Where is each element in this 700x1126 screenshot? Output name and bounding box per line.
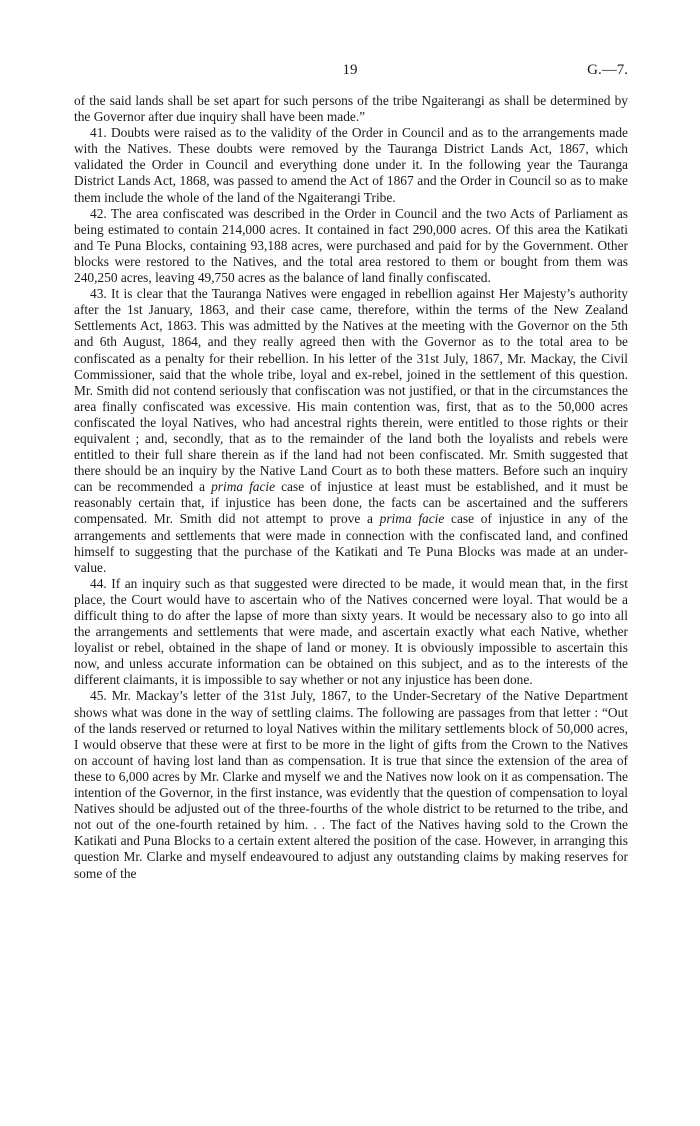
text-run: 44. If an inquiry such as that suggested were directed to be made, it would mean that, in the first place, the Court would have to ascertain who of the Natives concerned were loyal. That would be a difficult thing to do after the lapse of more than sixty years. It would be necessary also to go into all the arrangements and settlements that were made, and ascertain exactly what each Native, whether loyalist or rebel, obtained in the shape of land or money. It is obviously impossible to ascertain this now, and unless accurate information can be obtained on this subject, and as to the interests of the different claimants, it is impossible to say whether or not any injustice has been done. — [74, 575, 628, 688]
page-header — [74, 62, 626, 82]
paragraph — [74, 125, 628, 205]
text-run: 42. The area confiscated was described in the Order in Council and the two Acts of Parliament as being estimated to contain 214,000 acres. It contained in fact 290,000 acres. Of this area the Katikati and Te Puna Blocks, containing 93,188 acres, were purchased and paid for by the Government. Other blocks were restored to the Natives, and the total area restored to them or bought from them was 240,250 acres, leaving 49,750 acres as the balance of land finally confiscated. — [74, 205, 628, 286]
text-run: case of injustice at least must be established, and it must be reasonably certain that, if injustice has been done, the facts can be ascertained and the sufferers compensated. Mr. Smith did not attempt to prove a — [74, 479, 628, 527]
text-run: 43. It is clear that the Tauranga Natives were engaged in rebellion against Her Majesty’s authority after the 1st January, 1863, and their case came, therefore, within the terms of the New Zealand Settlements Act, 1863. This was admitted by the Natives at the meeting with the Governor on the 5th and 6th August, 1864, and they really agreed then with the Governor as to the total area to be confiscated as a penalty for their rebellion. In his letter of the 31st July, 1867, Mr. Mackay, the Civil Commissioner, said that the whole tribe, loyal and ex-rebel, joined in the settlement of this question. Mr. Smith did not contend seriously that confiscation was not justified, or that in the circumstances the area finally confiscated was excessive. His main contention was, first, that as to the 50,000 acres confiscated the loyal Natives, who had ancestral rights therein, were entitled to those rights or their equivalent ; and, secondly, that as to the remainder of the land both the loyalists and rebels were entitled to their full share therein as if the land had not been confiscated. Mr. Smith suggested that there should be an inquiry by the Native Land Court as to both these matters. Before such an inquiry can be recommended a — [74, 286, 628, 495]
body-text — [74, 93, 628, 882]
paragraph — [74, 688, 628, 881]
italic-phrase: prima facie — [379, 511, 445, 527]
text-run: 45. Mr. Mackay’s letter of the 31st July, 1867, to the Under-Secretary of the Native Department shows what was done in the way of settling claims. The following are passages from that letter : “Out of the lands reserved or returned to loyal Natives within the military settlements block of 50,000 acres, I would observe that these were at first to be more in the light of gifts from the Crown to the Natives on account of having lost land than as compensation. It is true that since the extension of the area of these to 6,000 acres by Mr. Clarke and myself we and the Natives now look on it as compensation. The intention of the Governor, in the first instance, was evidently that the question of compensation to loyal Natives should be adjusted out of the three-fourths of the whole district to be returned to the tribe, and not out of the one-fourth retained by him. . . The fact of the Natives having sold to the Crown the Katikati and Puna Blocks to a certain extent altered the position of the case. However, in arranging this question Mr. Clarke and myself endeavoured to adjust any outstanding claims by making reserves for some of the — [74, 688, 628, 881]
page-number: 19 — [342, 62, 358, 78]
text-run: 41. Doubts were raised as to the validity of the Order in Council and as to the arrangements made with the Natives. These doubts were removed by the Tauranga District Lands Act, 1867, which validated the Order in Council and everything done under it. In the following year the Tauranga District Lands Act, 1868, was passed to amend the Act of 1867 and the Order in Council so as to make them include the whole of the land of the Ngaiterangi Tribe. — [74, 125, 628, 205]
text-run: of the said lands shall be set apart for such persons of the tribe Ngaiterangi as shall be determined by the Governor after due inquiry shall have been made.” — [74, 93, 628, 125]
paragraph-continued — [74, 93, 628, 125]
paragraph — [74, 286, 628, 576]
text-run: case of injustice in any of the arrangements and settlements that were made in connection with the confiscated land, and confined himself to suggesting that the purchase of the Katikati and Te Puna Blocks was made at an under-value. — [74, 511, 628, 575]
paragraph — [74, 576, 628, 689]
italic-phrase: prima facie — [211, 479, 276, 495]
paragraph — [74, 206, 628, 286]
document-reference: G.—7. — [587, 62, 628, 78]
